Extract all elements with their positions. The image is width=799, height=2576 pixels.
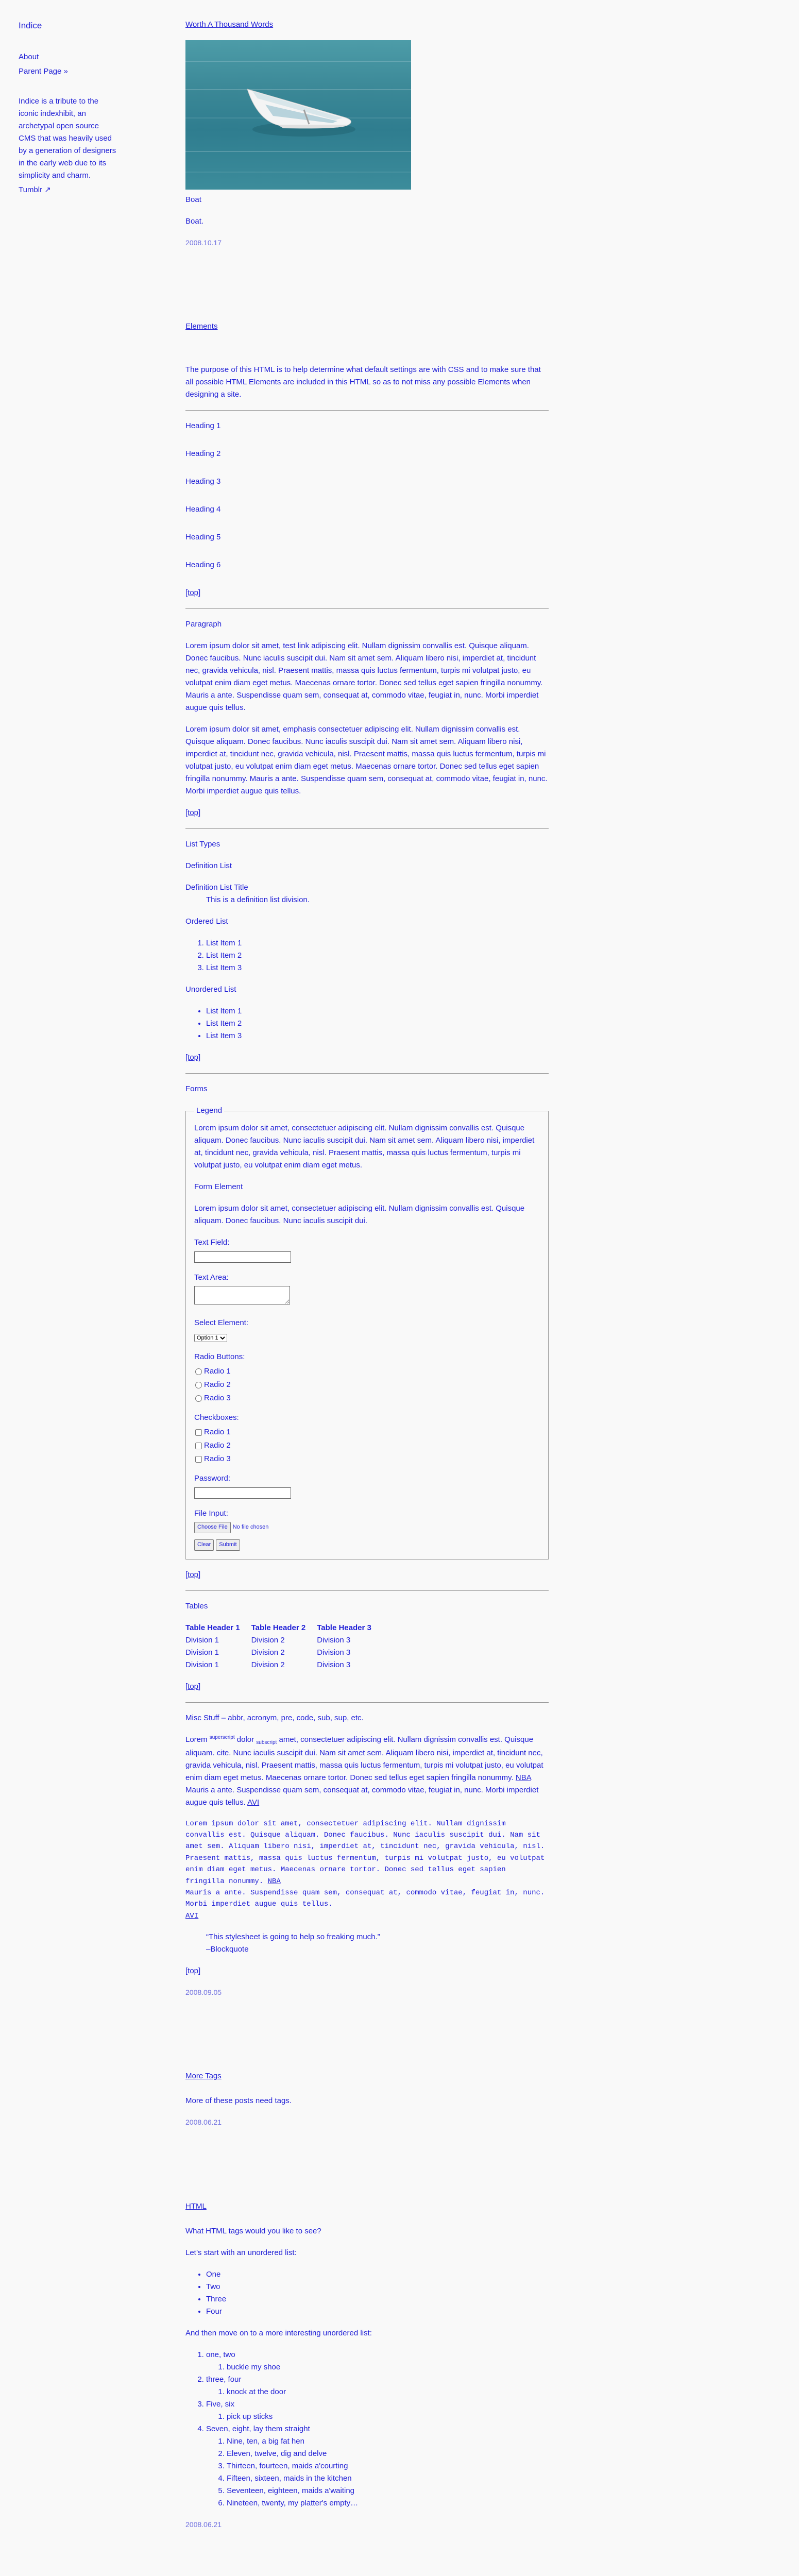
site-title[interactable]: Indice <box>19 21 42 30</box>
divider <box>185 828 549 829</box>
nav-item-parent-page[interactable]: Parent Page » <box>19 67 68 76</box>
abbr-nba: NBA <box>515 1773 531 1782</box>
submit-button[interactable]: Submit <box>216 1539 240 1551</box>
select-label: Select Element: <box>194 1318 249 1328</box>
clear-button[interactable]: Clear <box>194 1539 214 1551</box>
select-element[interactable] <box>194 1334 227 1342</box>
file-input-label: File Input: <box>194 1509 228 1518</box>
nested-ordered-list <box>185 2349 549 2510</box>
radio-1[interactable] <box>195 1368 202 1375</box>
table-row: Division 1 Division 2 Division 3 <box>185 1660 351 1669</box>
tables-label: Tables <box>185 1601 208 1611</box>
definition-desc: This is a definition list division. <box>206 895 310 905</box>
heading-3: Heading 3 <box>185 477 221 486</box>
post-title[interactable]: Worth A Thousand Words <box>185 20 274 29</box>
quote-cite: –Blockquote <box>206 1945 249 1954</box>
radio-2[interactable] <box>195 1382 202 1388</box>
nav-item-about[interactable]: About <box>19 53 39 62</box>
list-item: • List Item 3 <box>206 1030 549 1042</box>
top-link[interactable]: [top] <box>185 1053 201 1062</box>
top-link[interactable]: [top] <box>185 808 201 818</box>
paragraph-label: Paragraph <box>185 620 222 629</box>
post-more-tags <box>185 2070 549 2128</box>
post-elements <box>185 320 549 1998</box>
heading-1: Heading 1 <box>185 421 221 431</box>
divider <box>185 410 549 411</box>
post-date[interactable]: 2008.10.17 <box>185 239 222 247</box>
list-item: 3. List Item 3 <box>206 962 549 974</box>
top-link[interactable]: [top] <box>185 1967 201 1976</box>
divider <box>185 608 549 609</box>
post-question: What HTML tags would you like to see? <box>185 2226 321 2235</box>
blockquote <box>206 1931 549 1956</box>
ordered-list <box>185 937 549 974</box>
list-item: • Three <box>206 2293 549 2306</box>
form-element-label: Form Element <box>194 1182 243 1192</box>
table-header: Table Header 1 <box>185 1623 240 1632</box>
fieldset-legend: Legend <box>196 1106 223 1115</box>
abbr-avi: AVI <box>247 1798 260 1807</box>
form-paragraph-2: Lorem ipsum dolor sit amet, consectetuer adipiscing elit. Nullam dignissim convallis est. Quisque aliquam. Donec faucibus. Nunc iaculis suscipit dui. <box>194 1204 525 1226</box>
elements-intro: The purpose of this HTML is to help determine what default settings are with CSS and to make sure that all possible HTML Elements are included in this HTML so as to not miss any possible Elements when designing a site. <box>185 365 541 399</box>
checkbox-label: Checkboxes: <box>194 1413 239 1422</box>
sidebar <box>19 19 142 196</box>
boat-image <box>185 40 411 190</box>
post-title[interactable]: Elements <box>185 322 218 331</box>
top-link[interactable]: [top] <box>185 588 201 598</box>
definition-list <box>185 882 549 906</box>
heading-5: Heading 5 <box>185 533 221 542</box>
list-item: 4. Seven, eight, lay them straight 1. Nine, ten, a big fat hen 2. Eleven, twelve, dig and delve 3. Thirteen, fourteen, maids a'courting 4. Fifteen, sixteen, maids in the kitchen 5. Seventeen, eighteen, maids a'waiting 6. Nineteen, twenty, my platter's empty… <box>206 2423 549 2510</box>
top-link[interactable]: [top] <box>185 1570 201 1579</box>
main-content <box>185 19 549 2576</box>
radio-label: Radio Buttons: <box>194 1352 245 1362</box>
choose-file-button[interactable]: Choose File <box>194 1522 231 1533</box>
password-label: Password: <box>194 1474 231 1483</box>
post-title[interactable]: More Tags <box>185 2072 222 2081</box>
post-text: More of these posts need tags. <box>185 2096 292 2106</box>
list-item: • List Item 2 <box>206 1018 549 1030</box>
checkbox-1[interactable] <box>195 1429 202 1436</box>
definition-title: Definition List Title <box>185 883 248 892</box>
checkbox-3[interactable] <box>195 1456 202 1463</box>
forms-label: Forms <box>185 1084 208 1094</box>
list-item: 3. Five, six 1. pick up sticks <box>206 2398 549 2423</box>
unordered-list <box>185 2268 549 2318</box>
table-header: Table Header 3 <box>317 1623 371 1632</box>
unordered-list <box>185 1005 549 1042</box>
paragraph-2: Lorem ipsum dolor sit amet, emphasis consectetuer adipiscing elit. Nullam dignissim convallis est. Quisque aliquam. Donec faucibus. Nunc iaculis suscipit dui. Nam sit amet sem. Aliquam libero nisi, imperdiet at, tincidunt nec, gravida vehicula, nisl. Praesent mattis, massa quis luctus fermentum, turpis mi volutpat justo, eu volutpat enim diam eget metus. Maecenas ornare tortor. Donec sed tellus eget sapien fringilla nonummy. Mauris a ante. Suspendisse quam sem, consequat at, commodo vitae, feugiat in, nunc. Morbi imperdiet augue quis tellus. <box>185 725 548 796</box>
list-item: • Four <box>206 2306 549 2318</box>
post-date[interactable]: 2008.06.21 <box>185 2118 222 2127</box>
post-text: And then move on to a more interesting unordered list: <box>185 2328 372 2337</box>
list-item: 2. List Item 2 <box>206 950 549 962</box>
preformatted-text: Lorem ipsum dolor sit amet, consectetuer adipiscing elit. Nullam dignissim convallis est. Quisque aliquam. Donec faucibus. Nunc iaculis suscipit dui. Nam sit amet sem. Aliquam libero nisi, imperdiet at, tincidunt nec, gravida vehicula, nisl. Praesent mattis, massa quis luctus fermentum, turpis mi volutpat justo, eu volutpat enim diam eget metus. Maecenas ornare tortor. Donec sed tellus eget sapien fringilla nonummy. NBA Mauris a ante. Suspendisse quam sem, consequat at, commodo vitae, feugiat in, nunc. Morbi imperdiet augue quis tellus. AVI <box>185 1819 549 1920</box>
post-date[interactable]: 2008.09.05 <box>185 1988 222 1997</box>
post-text: Let’s start with an unordered list: <box>185 2248 297 2257</box>
list-item: 1. List Item 1 <box>206 937 549 950</box>
file-status: No file chosen <box>232 1524 269 1531</box>
list-item: • Two <box>206 2281 549 2293</box>
divider <box>185 1702 549 1703</box>
site-description: Indice is a tribute to the iconic indexhibit, an archetypal open source CMS that was heavily used by a generation of designers in the early web due to its simplicity and charm. <box>19 97 116 180</box>
heading-2: Heading 2 <box>185 449 221 459</box>
tumblr-link[interactable]: Tumblr ↗ <box>19 185 51 195</box>
text-field-label: Text Field: <box>194 1238 230 1247</box>
list-item: 1. one, two 1. buckle my shoe <box>206 2349 549 2374</box>
paragraph-1: Lorem ipsum dolor sit amet, test link adipiscing elit. Nullam dignissim convallis est. Quisque aliquam. Donec faucibus. Nunc iaculis suscipit dui. Nam sit amet sem. Aliquam libero nisi, imperdiet at, tincidunt nec, gravida vehicula, nisl. Praesent mattis, massa quis luctus fermentum, turpis mi volutpat justo, eu volutpat enim diam eget metus. Maecenas ornare tortor. Donec sed tellus eget sapien fringilla nonummy. Mauris a ante. Suspendisse quam sem, consequat at, commodo vitae, feugiat in, nunc. Morbi imperdiet augue quis tellus. <box>185 641 543 713</box>
heading-4: Heading 4 <box>185 505 221 514</box>
divider <box>185 1073 549 1074</box>
list-item: • List Item 1 <box>206 1005 549 1018</box>
list-item: 2. three, four 1. knock at the door <box>206 2374 549 2398</box>
quote-text: “This stylesheet is going to help so freaking much.” <box>206 1933 380 1942</box>
text-field-input[interactable] <box>194 1251 291 1263</box>
sidebar-nav <box>19 51 142 78</box>
list-types-label: List Types <box>185 840 220 849</box>
image-caption: Boat <box>185 195 201 204</box>
top-link[interactable]: [top] <box>185 1682 201 1691</box>
password-input[interactable] <box>194 1487 291 1499</box>
boat-illustration <box>242 69 361 146</box>
unordered-list-label: Unordered List <box>185 985 236 994</box>
text-area-input[interactable] <box>194 1286 290 1304</box>
radio-3[interactable] <box>195 1395 202 1402</box>
list-item: • One <box>206 2268 549 2281</box>
post-date[interactable]: 2008.06.21 <box>185 2520 222 2529</box>
heading-6: Heading 6 <box>185 561 221 570</box>
post-title[interactable]: HTML <box>185 2201 207 2211</box>
table-row: Division 1 Division 2 Division 3 <box>185 1635 351 1645</box>
test-link[interactable]: test link <box>283 641 310 651</box>
post-html <box>185 2200 549 2530</box>
divider <box>185 1590 549 1591</box>
definition-list-label: Definition List <box>185 861 232 871</box>
misc-paragraph: Lorem $^{superscript}$ dolor $_{subscript}$ amet, consectetuer adipiscing elit. Nullam dignissim convallis est. Quisque aliquam. cite. Nunc iaculis suscipit dui. Nam sit amet sem. Aliquam libero nisi, imperdiet at, tincidunt nec, gravida vehicula, nisl. Praesent mattis, massa quis luctus fermentum, turpis mi volutpat justo, eu volutpat enim diam eget metus. Maecenas ornare tortor. Donec sed tellus eget sapien fringilla nonummy. NBA Mauris a ante. Suspendisse quam sem, consequat at, commodo vitae, feugiat in, nunc. Morbi imperdiet augue quis tellus. AVI <box>185 1734 543 1807</box>
form-fieldset: Legend Lorem ipsum dolor sit amet, consectetuer adipiscing elit. Nullam dignissim convallis est. Quisque aliquam. Donec faucibus. Nunc iaculis suscipit dui. Nam sit amet sem. Aliquam libero nisi, imperdiet at, tincidunt nec, gravida vehicula, nisl. Praesent mattis, massa quis luctus fermentum, turpis mi volutpat justo, eu volutpat enim diam eget metus. Form Element Lorem ipsum dolor sit amet, consectetuer adipiscing elit. Nullam dignissim convallis est. Quisque aliquam. Donec faucibus. Nunc iaculis suscipit dui. Text Field: Text Area: Select Element: Option 1 Radio Buttons: Radio 1 Radio 2 Radio 3 Checkboxes: Radio 1 Radio 2 Radio 3 Password: File Input: Choose File No file chosen Clear Submit <box>185 1105 549 1559</box>
checkbox-2[interactable] <box>195 1443 202 1449</box>
post-worth-a-thousand-words <box>185 19 549 248</box>
post-text: Boat. <box>185 217 204 226</box>
form-paragraph-1: Lorem ipsum dolor sit amet, consectetuer adipiscing elit. Nullam dignissim convallis est. Quisque aliquam. Donec faucibus. Nunc iaculis suscipit dui. Nam sit amet sem. Aliquam libero nisi, imperdiet at, tincidunt nec, gravida vehicula, nisl. Praesent mattis, massa quis luctus fermentum, turpis mi volutpat justo, eu volutpat enim diam eget metus. <box>194 1124 535 1170</box>
table-header: Table Header 2 <box>251 1623 306 1632</box>
table-row: Division 1 Division 2 Division 3 <box>185 1648 351 1657</box>
ordered-list-label: Ordered List <box>185 917 228 926</box>
text-area-label: Text Area: <box>194 1273 229 1282</box>
sample-table <box>185 1622 383 1671</box>
misc-label: Misc Stuff – abbr, acronym, pre, code, sub, sup, etc. <box>185 1713 364 1722</box>
